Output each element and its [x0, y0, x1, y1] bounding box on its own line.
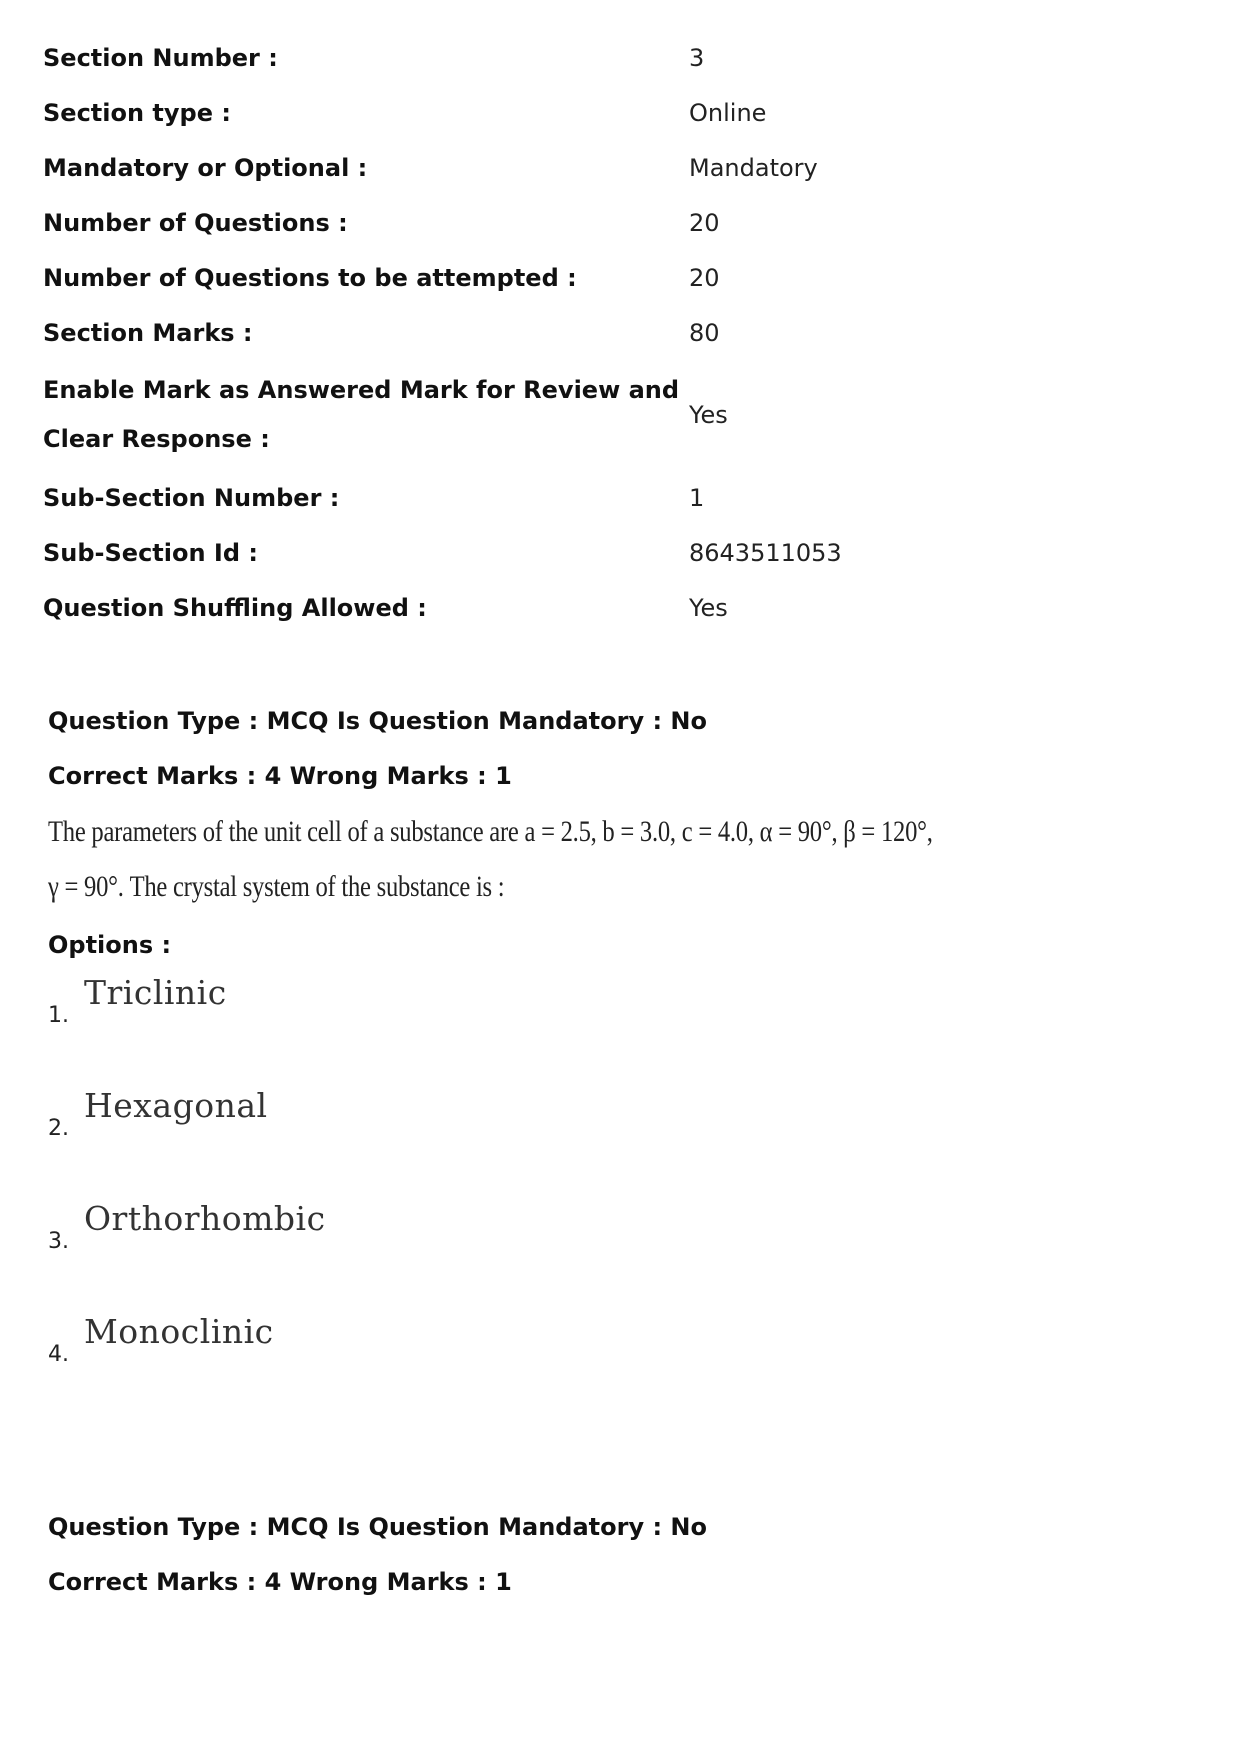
number-of-questions-label: Number of Questions : — [43, 208, 348, 237]
question-type-line: Question Type : MCQ Is Question Mandatory : No — [48, 707, 707, 735]
sub-section-id-label: Sub-Section Id : — [43, 538, 258, 567]
option-number: 3. — [48, 1229, 69, 1254]
section-number-label: Section Number : — [43, 43, 278, 72]
option-text: Orthorhombic — [84, 1199, 326, 1238]
enable-mark-label-line2: Clear Response : — [43, 425, 270, 453]
section-type-row — [43, 85, 1143, 140]
section-marks-value: 80 — [689, 318, 720, 347]
number-of-questions-value: 20 — [689, 208, 720, 237]
option-text: Hexagonal — [84, 1086, 268, 1125]
section-type-label: Section type : — [43, 98, 231, 127]
questions-to-attempt-label: Number of Questions to be attempted : — [43, 263, 577, 292]
mandatory-optional-label: Mandatory or Optional : — [43, 153, 368, 182]
section-marks-row — [43, 305, 1143, 360]
enable-mark-label-line1: Enable Mark as Answered Mark for Review and — [43, 376, 680, 404]
option-number: 2. — [48, 1116, 69, 1141]
enable-mark-label — [43, 366, 689, 464]
sub-section-number-label: Sub-Section Number : — [43, 483, 340, 512]
option-2 — [48, 1086, 1148, 1199]
question-block-1 — [48, 694, 1148, 1425]
option-number: 1. — [48, 1003, 69, 1028]
mandatory-optional-row — [43, 140, 1143, 195]
number-of-questions-row — [43, 195, 1143, 250]
question-type-line: Question Type : MCQ Is Question Mandatory : No — [48, 1513, 707, 1541]
question-shuffling-value: Yes — [689, 593, 728, 622]
question-shuffling-row — [43, 580, 1143, 635]
questions-to-attempt-value: 20 — [689, 263, 720, 292]
question-text-line1: The parameters of the unit cell of a substance are a = 2.5, b = 3.0, c = 4.0, α = 90°, β = 120°, — [48, 815, 933, 848]
mandatory-optional-value: Mandatory — [689, 153, 818, 182]
question-text-line2: γ = 90°. The crystal system of the substance is : — [48, 870, 505, 903]
question-marks-line: Correct Marks : 4 Wrong Marks : 1 — [48, 762, 512, 790]
question-shuffling-label: Question Shuffling Allowed : — [43, 593, 427, 622]
section-number-row — [43, 30, 1143, 85]
question-block-2 — [48, 1500, 1148, 1610]
questions-to-attempt-row — [43, 250, 1143, 305]
sub-section-id-row — [43, 525, 1143, 580]
section-type-value: Online — [689, 98, 767, 127]
question-marks-line: Correct Marks : 4 Wrong Marks : 1 — [48, 1568, 512, 1596]
enable-mark-row — [43, 360, 1143, 470]
section-info-table — [43, 30, 1143, 635]
option-3 — [48, 1199, 1148, 1312]
option-text: Monoclinic — [84, 1312, 274, 1351]
enable-mark-value: Yes — [689, 401, 728, 429]
section-number-value: 3 — [689, 43, 705, 72]
sub-section-number-row — [43, 470, 1143, 525]
sub-section-id-value: 8643511053 — [689, 538, 842, 567]
options-label: Options : — [48, 931, 172, 959]
option-text: Triclinic — [84, 973, 227, 1012]
option-number: 4. — [48, 1342, 69, 1367]
sub-section-number-value: 1 — [689, 483, 705, 512]
option-1 — [48, 973, 1148, 1086]
option-4 — [48, 1312, 1148, 1425]
section-marks-label: Section Marks : — [43, 318, 253, 347]
